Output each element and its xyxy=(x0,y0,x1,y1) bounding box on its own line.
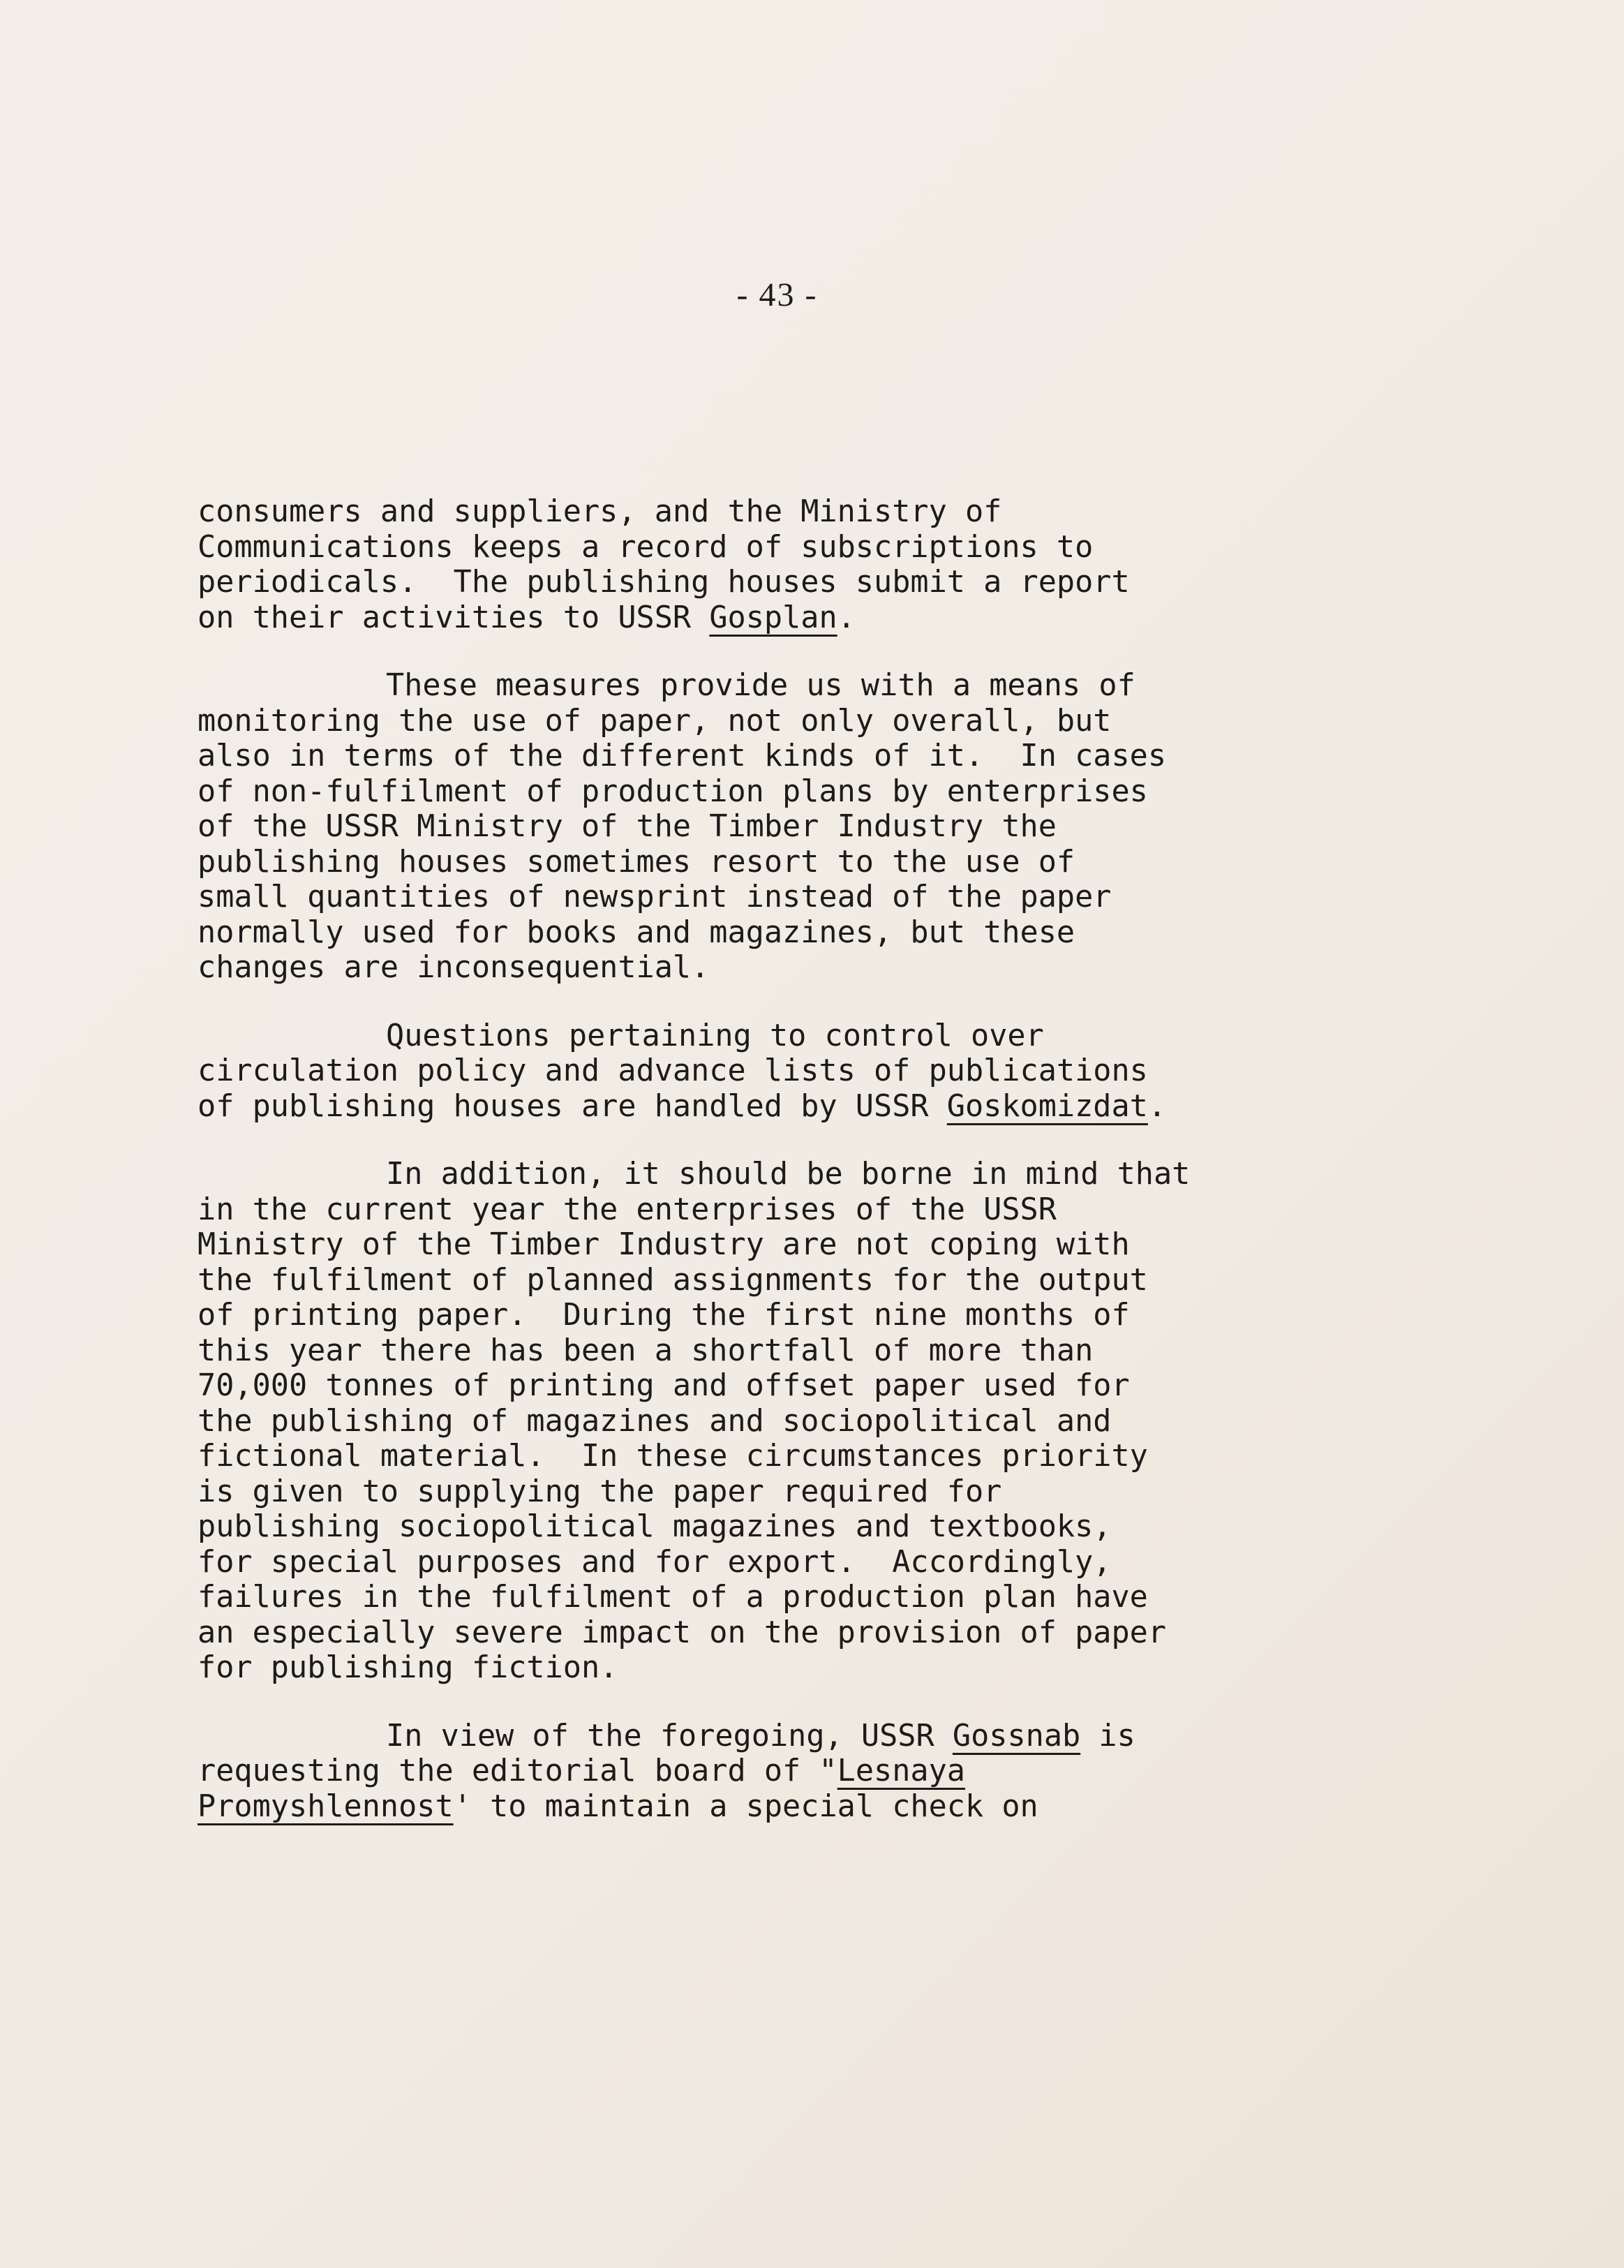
text-segment: in the current year the enterprises of the USSR xyxy=(198,1192,1057,1227)
paragraph xyxy=(198,668,1342,986)
underlined-term: Goskomizdat xyxy=(946,1088,1148,1124)
text-segment: Communications keeps a record of subscriptions to xyxy=(198,529,1094,565)
text-segment: publishing sociopolitical magazines and textbooks, xyxy=(198,1509,1112,1544)
text-segment: In addition, it should be borne in mind that xyxy=(386,1157,1191,1192)
text-line xyxy=(198,1089,1342,1125)
text-segment: consumers and suppliers, and the Ministry of xyxy=(198,494,1002,529)
text-line xyxy=(198,1545,1342,1580)
text-segment: 70,000 tonnes of printing and offset paper used for xyxy=(198,1368,1130,1403)
text-segment: the fulfilment of planned assignments for the output xyxy=(198,1262,1148,1298)
underlined-term: Gossnab xyxy=(952,1718,1081,1754)
text-line xyxy=(198,950,1342,986)
text-line xyxy=(198,1053,1342,1089)
text-line xyxy=(198,1227,1342,1263)
text-line xyxy=(198,1650,1342,1686)
text-segment: fictional material. In these circumstances priority xyxy=(198,1439,1148,1474)
text-segment: ' to maintain a special check on xyxy=(453,1788,1038,1824)
text-line xyxy=(198,668,1342,704)
text-line xyxy=(198,1789,1342,1825)
paragraph xyxy=(198,1157,1342,1686)
text-line xyxy=(198,1615,1342,1651)
text-line xyxy=(198,1719,1342,1754)
text-segment: for special purposes and for export. Accordingly, xyxy=(198,1544,1112,1580)
text-line xyxy=(198,739,1342,774)
text-segment: of the USSR Ministry of the Timber Industry the xyxy=(198,809,1057,844)
text-line xyxy=(198,1192,1342,1228)
text-line xyxy=(198,1509,1342,1545)
text-line xyxy=(198,809,1342,845)
text-line xyxy=(198,1474,1342,1510)
text-line xyxy=(198,774,1342,810)
text-segment: is given to supplying the paper required for xyxy=(198,1474,1002,1509)
text-segment: requesting the editorial board of " xyxy=(198,1754,837,1788)
text-segment: Ministry of the Timber Industry are not coping with xyxy=(198,1227,1130,1262)
text-segment: the publishing of magazines and sociopolitical and xyxy=(198,1403,1112,1439)
text-line xyxy=(198,530,1342,565)
text-segment: normally used for books and magazines, but these xyxy=(198,914,1075,950)
text-line xyxy=(198,600,1342,636)
text-segment: on their activities to USSR xyxy=(198,600,710,635)
text-segment: Questions pertaining to control over xyxy=(386,1018,1044,1053)
text-segment: These measures provide us with a means of xyxy=(386,668,1135,703)
text-segment: . xyxy=(837,600,856,635)
text-segment: of publishing houses are handled by USSR xyxy=(198,1088,947,1124)
text-line xyxy=(198,1580,1342,1615)
text-line xyxy=(198,494,1342,530)
paragraph xyxy=(198,1719,1342,1825)
text-segment: small quantities of newsprint instead of the paper xyxy=(198,880,1112,914)
text-line xyxy=(198,1439,1342,1474)
text-line xyxy=(198,1404,1342,1439)
underlined-term: Promyshlennost xyxy=(198,1788,454,1824)
page-number: - 43 - xyxy=(736,276,818,313)
text-segment: is xyxy=(1080,1718,1135,1754)
text-segment: of printing paper. During the first nine months of xyxy=(198,1298,1130,1333)
paragraph xyxy=(198,1018,1342,1125)
text-line xyxy=(198,915,1342,951)
text-segment: periodicals. The publishing houses submit a report xyxy=(198,565,1130,600)
paragraph xyxy=(198,494,1342,635)
text-segment: failures in the fulfilment of a production plan have xyxy=(198,1580,1148,1615)
text-line xyxy=(198,880,1342,915)
text-line xyxy=(198,1754,1342,1789)
text-segment: . xyxy=(1147,1088,1167,1124)
text-segment: for publishing fiction. xyxy=(198,1650,618,1685)
text-line xyxy=(198,1333,1342,1369)
underlined-term: Gosplan xyxy=(709,600,837,635)
text-line xyxy=(198,845,1342,880)
text-segment: an especially severe impact on the provision of paper xyxy=(198,1615,1167,1650)
text-segment: also in terms of the different kinds of it. In cases xyxy=(198,739,1167,773)
text-segment: publishing houses sometimes resort to the use of xyxy=(198,844,1075,880)
text-segment: of non-fulfilment of production plans by enterprises xyxy=(198,773,1148,809)
text-segment: In view of the foregoing, USSR xyxy=(386,1718,953,1754)
underlined-term: Lesnaya xyxy=(837,1754,965,1788)
text-segment: circulation policy and advance lists of publications xyxy=(198,1053,1148,1088)
text-line xyxy=(198,565,1342,600)
text-line xyxy=(198,1018,1342,1054)
document-body xyxy=(198,494,1342,1857)
text-line xyxy=(198,1263,1342,1298)
text-line xyxy=(198,704,1342,739)
text-segment: this year there has been a shortfall of more than xyxy=(198,1333,1094,1368)
text-line xyxy=(198,1298,1342,1333)
text-segment: monitoring the use of paper, not only overall, but xyxy=(198,703,1112,739)
text-line xyxy=(198,1157,1342,1192)
text-line xyxy=(198,1368,1342,1404)
text-segment: changes are inconsequential. xyxy=(198,950,710,985)
